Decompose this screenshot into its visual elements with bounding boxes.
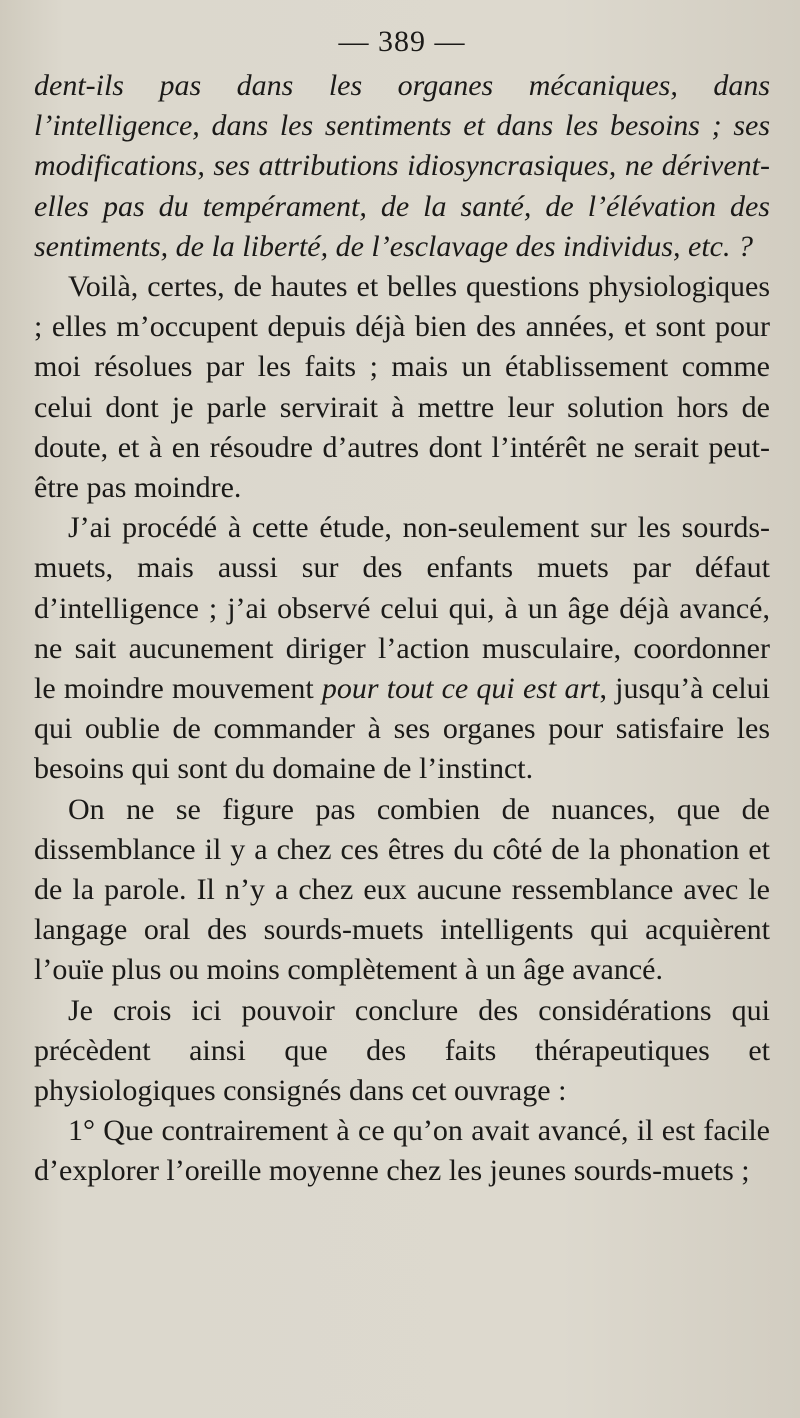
paragraph-6-conclusion-item-1: 1° Que contrairement à ce qu’on avait avancé, il est facile d’explorer l’oreille moyenne chez les jeunes sourds-muets ; (34, 1114, 770, 1188)
paragraph-3-italic-phrase: pour tout ce qui est art (321, 672, 600, 706)
paragraph-3-text-before: J’ai procédé à cette étude, non-seulement sur les sourds-muets, mais aussi sur des enfants muets par défaut d’intelligence ; j’ai observé celui qui, à un âge déjà avancé, ne sait aucunement diriger l’action musculaire, coordonner le moindre mouvement (34, 511, 770, 706)
paragraph-5: Je crois ici pouvoir conclure des considérations qui précèdent ainsi que des faits thérapeutiques et physiologiques consignés dans cet ouvrage : (34, 993, 770, 1108)
paragraph-3 (34, 508, 770, 789)
paragraph-4: On ne se figure pas combien de nuances, que de dissemblance il y a chez ces êtres du côté de la phonation et de la parole. Il n’y a chez eux aucune ressemblance avec le langage oral des sourds-muets intelligents qui acquièrent l’ouïe plus ou moins complètement à un âge avancé. (34, 792, 770, 987)
paragraph-2: Voilà, certes, de hautes et belles questions physiologiques ; elles m’occupent depuis déjà bien des années, et sont pour moi résolues par les faits ; mais un établissement comme celui dont je parle servirait à mettre leur solution hors de doute, et à en résoudre d’autres dont l’intérêt ne serait peut-être pas moindre. (34, 270, 770, 505)
page-number: — 389 — (338, 25, 466, 58)
paragraph-1: dent-ils pas dans les organes mécaniques, dans l’intelligence, dans les sentiments et dans les besoins ; ses modifications, ses attributions idiosyncrasiques, ne dérivent-elles pas du tempérament, de la santé, de l’élévation des sentiments, de la liberté, de l’esclavage des individus, etc. ? (34, 69, 770, 263)
paragraph-3-text-after: , jusqu’à celui qui oublie de commander à ses organes pour satisfaire les besoins qui sont du domaine de l’instinct. (34, 672, 770, 786)
